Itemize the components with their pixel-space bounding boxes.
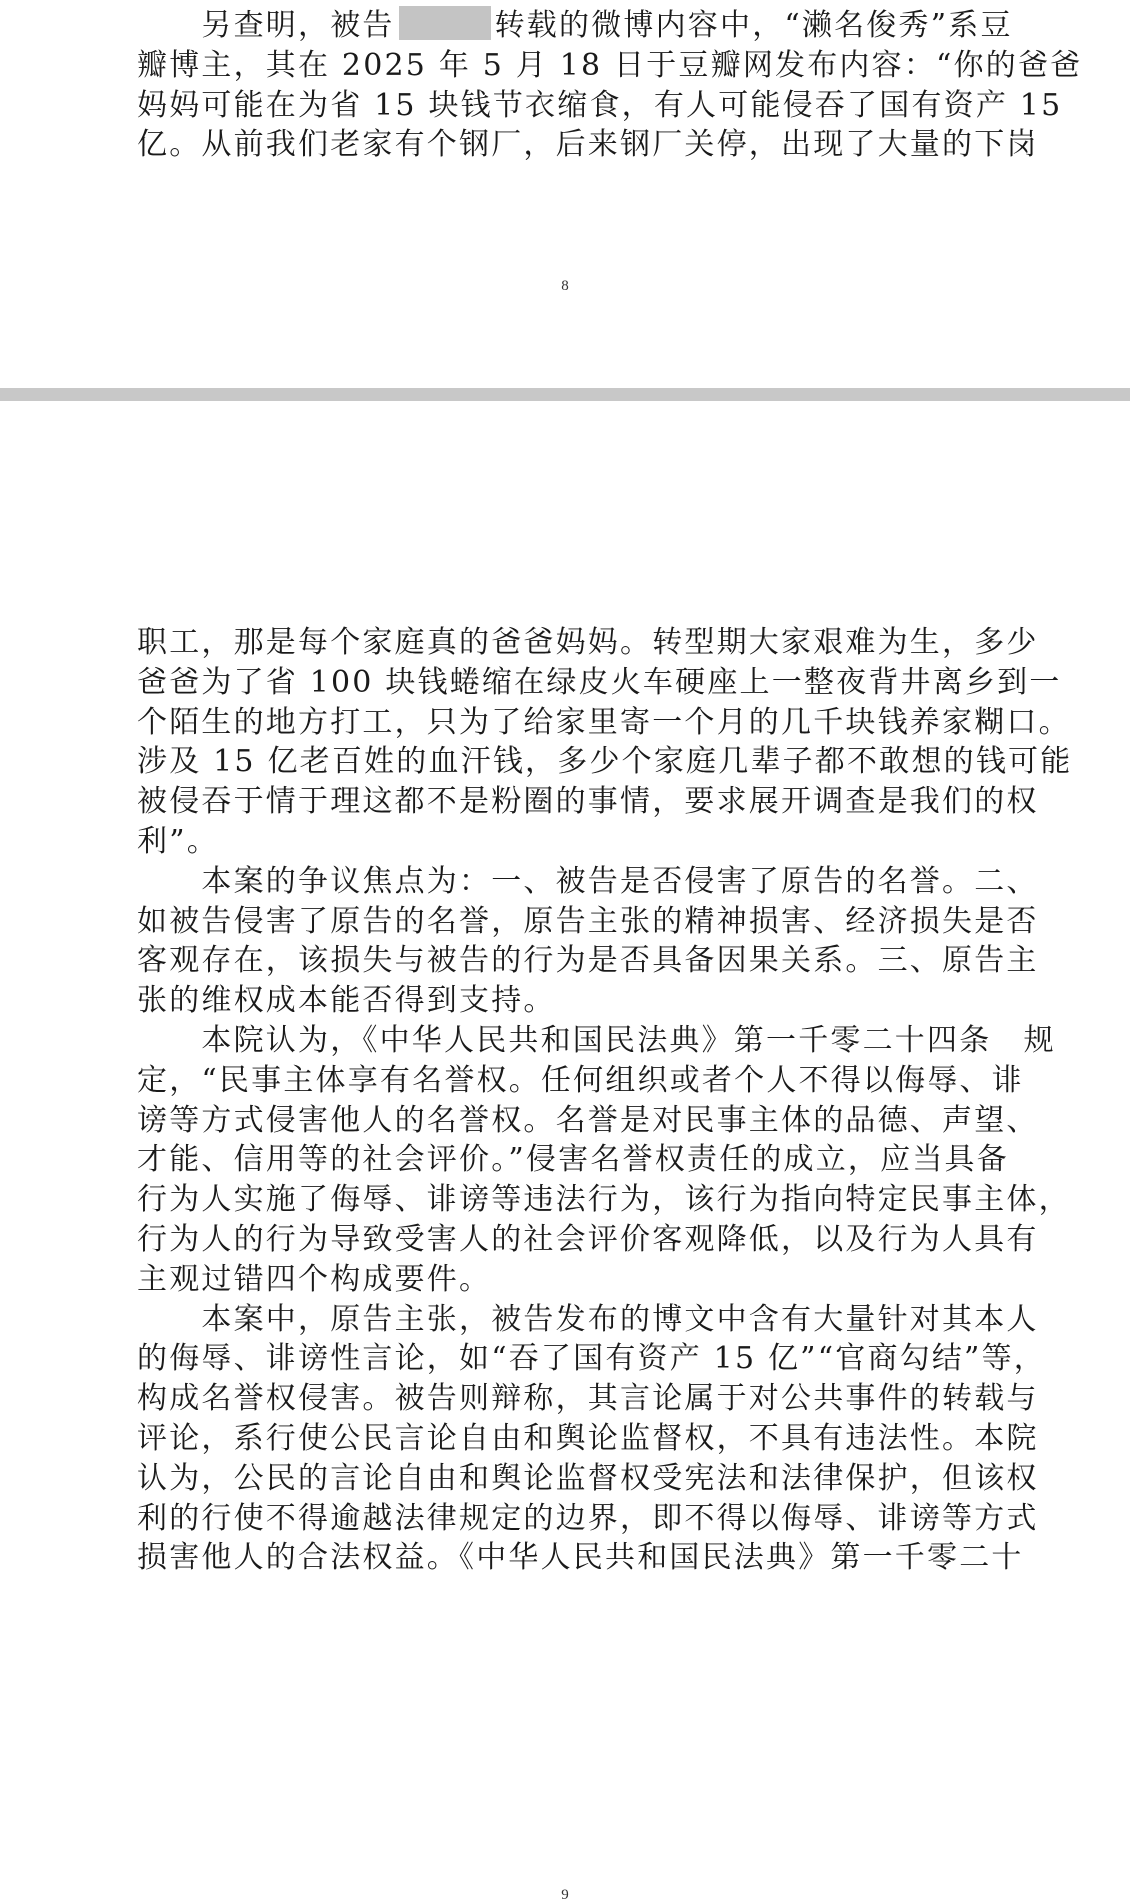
text-line: 妈妈可能在为省 15 块钱节衣缩食，有人可能侵吞了国有资产 15	[137, 87, 1063, 123]
text-line: 利”。	[137, 823, 219, 859]
text-line: 客观存在，该损失与被告的行为是否具备因果关系。三、原告主	[137, 943, 1039, 979]
document-page-8	[0, 0, 1130, 388]
text-line: 瓣博主，其在 2025 年 5 月 18 日于豆瓣网发布内容：“你的爸爸	[137, 47, 1083, 83]
text-line	[137, 6, 1013, 46]
text-line: 评论，系行使公民言论自由和舆论监督权，不具有违法性。本院	[137, 1420, 1039, 1456]
text-line: 涉及 15 亿老百姓的血汗钱，多少个家庭几辈子都不敢想的钱可能	[137, 744, 1073, 780]
text-line: 职工，那是每个家庭真的爸爸妈妈。转型期大家艰难为生，多少	[137, 625, 1039, 660]
redacted-name-box	[399, 6, 491, 40]
page-8-text	[137, 6, 1083, 165]
text-line: 利的行使不得逾越法律规定的边界，即不得以侮辱、诽谤等方式	[137, 1500, 1039, 1536]
text-line: 才能、信用等的社会评价。”侵害名誉权责任的成立，应当具备	[137, 1142, 1009, 1178]
text-line: 构成名誉权侵害。被告则辩称，其言论属于对公共事件的转载与	[137, 1381, 1039, 1417]
text-line-before-redaction: 另查明，被告	[137, 8, 395, 43]
text-line: 损害他人的合法权益。《中华人民共和国民法典》第一千零二十	[137, 1540, 1024, 1576]
text-line: 认为，公民的言论自由和舆论监督权受宪法和法律保护，但该权	[137, 1460, 1039, 1496]
text-line: 被侵吞于情于理这都不是粉圈的事情，要求展开调查是我们的权	[137, 784, 1039, 820]
text-line: 主观过错四个构成要件。	[137, 1261, 492, 1297]
text-line: 本案中，原告主张，被告发布的博文中含有大量针对其本人	[137, 1301, 1039, 1337]
text-line: 本院认为，《中华人民共和国民法典》第一千零二十四条 规	[137, 1022, 1056, 1058]
text-line: 个陌生的地方打工，只为了给家里寄一个月的几千块钱养家糊口。	[137, 704, 1071, 740]
text-line: 谤等方式侵害他人的名誉权。名誉是对民事主体的品德、声望、	[137, 1102, 1039, 1138]
text-line: 张的维权成本能否得到支持。	[137, 983, 556, 1019]
text-line: 本案的争议焦点为：一、被告是否侵害了原告的名誉。二、	[137, 863, 1039, 899]
document-page-9	[0, 401, 1130, 1904]
text-line-after-redaction: 转载的微博内容中，“濑名俊秀”系豆	[494, 8, 1013, 43]
page-number: 9	[561, 1887, 569, 1903]
text-line: 定，“民事主体享有名誉权。任何组织或者个人不得以侮辱、诽	[137, 1062, 1024, 1098]
page-number: 8	[561, 278, 569, 294]
page-9-text	[137, 623, 1073, 1578]
text-line: 行为人实施了侮辱、诽谤等违法行为，该行为指向特定民事主体，	[137, 1182, 1071, 1218]
text-line: 爸爸为了省 100 块钱蜷缩在绿皮火车硬座上一整夜背井离乡到一	[137, 664, 1062, 700]
text-line: 如被告侵害了原告的名誉，原告主张的精神损害、经济损失是否	[137, 903, 1039, 939]
text-line: 行为人的行为导致受害人的社会评价客观降低，以及行为人具有	[137, 1221, 1039, 1257]
text-line: 的侮辱、诽谤性言论，如“吞了国有资产 15 亿”“官商勾结”等，	[137, 1341, 1046, 1377]
text-line: 亿。从前我们老家有个钢厂，后来钢厂关停，出现了大量的下岗	[137, 127, 1039, 163]
page-separator	[0, 388, 1130, 401]
